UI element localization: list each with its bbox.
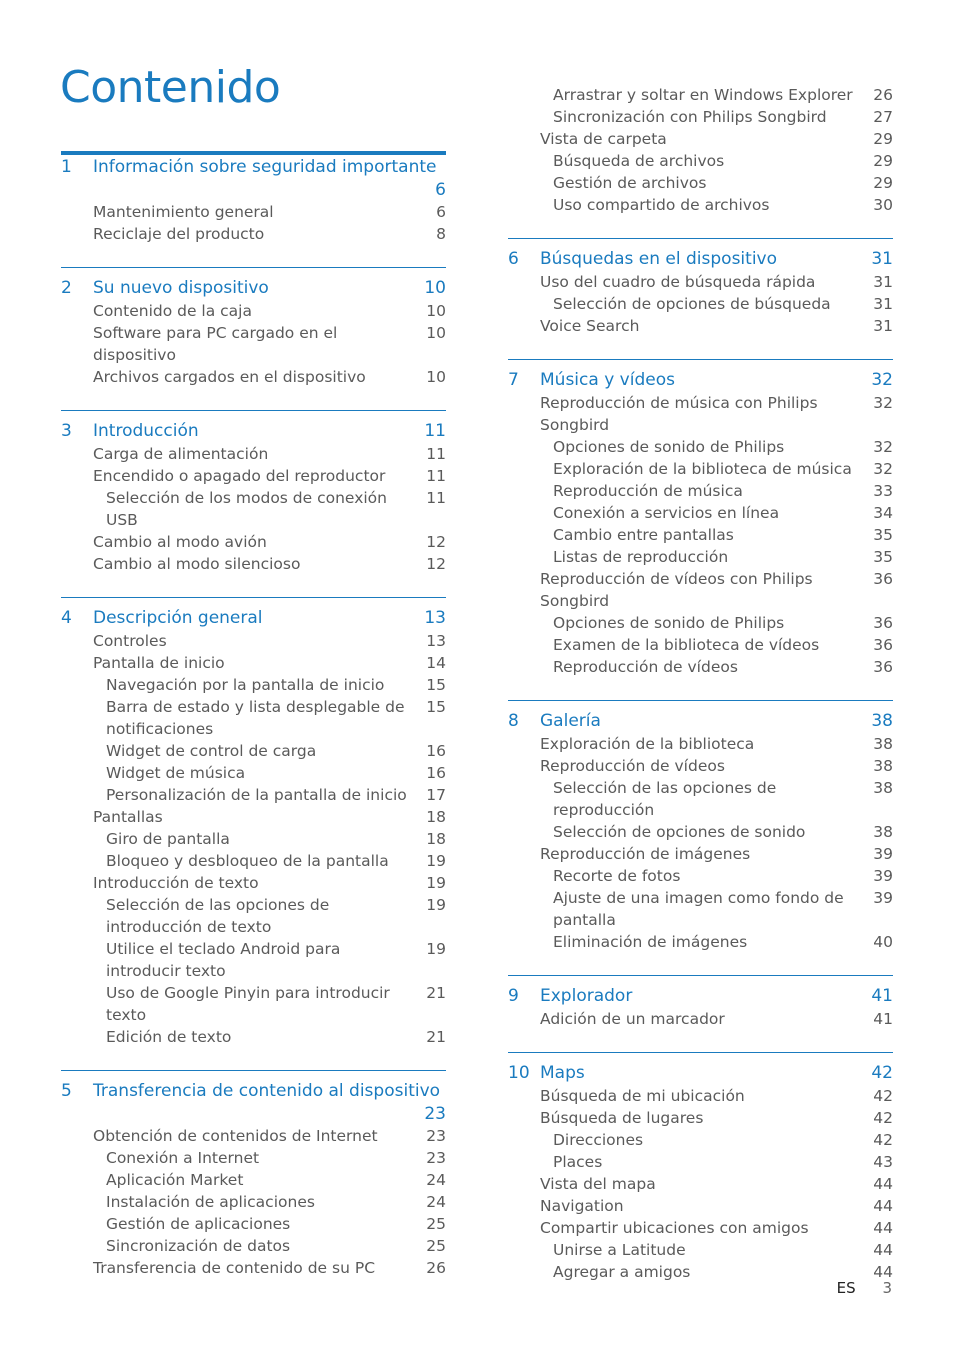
toc-entry-text: Software para PC cargado en el dispositivo	[93, 324, 338, 364]
toc-entry-page: 21	[426, 1028, 446, 1046]
toc-entry-page: 23	[426, 1149, 446, 1167]
toc-entry[interactable]	[61, 696, 446, 740]
toc-entry[interactable]	[508, 1173, 893, 1195]
toc-entry[interactable]	[508, 865, 893, 887]
toc-entry-text: Giro de pantalla	[106, 830, 230, 848]
toc-entry-text: Utilice el teclado Android para introducir texto	[106, 940, 341, 980]
section-page: 10	[424, 278, 446, 298]
toc-entry[interactable]	[508, 755, 893, 777]
toc-entry[interactable]	[61, 223, 446, 245]
toc-entry-text: Sincronización de datos	[106, 1237, 291, 1255]
section-title: Música y vídeos	[540, 370, 675, 390]
toc-entry-text: Sincronización con Philips Songbird	[553, 108, 827, 126]
toc-left-column	[61, 155, 446, 1301]
toc-entry-text: Exploración de la biblioteca	[540, 735, 755, 753]
toc-right-column	[508, 84, 893, 1305]
toc-entry[interactable]	[61, 465, 446, 487]
section-page: 23	[424, 1104, 446, 1124]
toc-section-heading[interactable]	[61, 155, 446, 179]
toc-entry-page: 10	[426, 324, 446, 342]
toc-entry[interactable]	[508, 1085, 893, 1107]
toc-section-heading[interactable]	[61, 276, 446, 300]
toc-entry[interactable]	[508, 1008, 893, 1030]
toc-entry-text: Selección de las opciones de reproducción	[553, 779, 777, 819]
toc-entry[interactable]	[508, 1217, 893, 1239]
toc-entry-page: 11	[426, 489, 446, 507]
toc-entry[interactable]	[61, 1026, 446, 1048]
toc-entry-page: 44	[873, 1241, 893, 1259]
toc-entry-page: 30	[873, 196, 893, 214]
toc-entry-page: 6	[436, 203, 446, 221]
toc-entry-text: Encendido o apagado del reproductor	[93, 467, 386, 485]
section-page: 38	[871, 711, 893, 731]
page-number: 3	[882, 1279, 892, 1297]
toc-entry[interactable]	[508, 1107, 893, 1129]
toc-entry-text: Pantallas	[93, 808, 163, 826]
toc-entry-text: Opciones de sonido de Philips	[553, 614, 785, 632]
toc-entry-text: Contenido de la caja	[93, 302, 252, 320]
toc-entry[interactable]	[61, 322, 446, 366]
toc-entry[interactable]	[508, 106, 893, 128]
section-title: Descripción general	[93, 608, 263, 628]
toc-entry-page: 16	[426, 764, 446, 782]
toc-section-heading[interactable]	[508, 709, 893, 733]
toc-entry-page: 36	[873, 636, 893, 654]
toc-entry-text: Reproducción de imágenes	[540, 845, 751, 863]
toc-entry[interactable]	[61, 938, 446, 982]
language-code: ES	[836, 1279, 856, 1297]
toc-entry-page: 16	[426, 742, 446, 760]
toc-entry-page: 39	[873, 867, 893, 885]
toc-section-6	[508, 238, 893, 359]
toc-entry-page: 44	[873, 1197, 893, 1215]
toc-entry-text: Búsqueda de lugares	[540, 1109, 704, 1127]
toc-entry[interactable]	[508, 194, 893, 216]
toc-entry-text: Edición de texto	[106, 1028, 232, 1046]
toc-entry[interactable]	[61, 366, 446, 388]
toc-entry[interactable]	[508, 887, 893, 931]
toc-entry-text: Widget de música	[106, 764, 246, 782]
toc-entry[interactable]	[508, 1129, 893, 1151]
toc-entry-text: Reproducción de música	[553, 482, 743, 500]
toc-section-heading[interactable]	[508, 1061, 893, 1085]
section-number: 1	[61, 157, 72, 177]
toc-entry-page: 12	[426, 533, 446, 551]
toc-entry-text: Instalación de aplicaciones	[106, 1193, 315, 1211]
toc-entry[interactable]	[508, 1239, 893, 1261]
toc-entry[interactable]	[508, 150, 893, 172]
section-number: 10	[508, 1063, 530, 1083]
section-title: Explorador	[540, 986, 633, 1006]
page-footer	[837, 1279, 892, 1297]
toc-entry-text: Navigation	[540, 1197, 624, 1215]
toc-entry-text: Eliminación de imágenes	[553, 933, 748, 951]
toc-entry-page: 21	[426, 984, 446, 1002]
toc-entry-text: Voice Search	[540, 317, 640, 335]
toc-section-heading[interactable]	[508, 368, 893, 392]
toc-section-7	[508, 359, 893, 700]
toc-entry-text: Uso del cuadro de búsqueda rápida	[540, 273, 816, 291]
section-page: 32	[871, 370, 893, 390]
section-title: Maps	[540, 1063, 585, 1083]
toc-entry-text: Vista de carpeta	[540, 130, 667, 148]
toc-entry[interactable]	[61, 762, 446, 784]
toc-entry[interactable]	[508, 315, 893, 337]
toc-entry-text: Carga de alimentación	[93, 445, 269, 463]
toc-section-heading[interactable]	[61, 419, 446, 443]
section-title: Su nuevo dispositivo	[93, 278, 269, 298]
toc-entry-text: Opciones de sonido de Philips	[553, 438, 785, 456]
toc-entry-text: Navegación por la pantalla de inicio	[106, 676, 385, 694]
toc-entry-page: 41	[873, 1010, 893, 1028]
toc-entry[interactable]	[61, 1213, 446, 1235]
toc-entry-text: Búsqueda de mi ubicación	[540, 1087, 745, 1105]
toc-entry[interactable]	[508, 733, 893, 755]
toc-entry-page: 26	[426, 1259, 446, 1277]
toc-entry-page: 15	[426, 676, 446, 694]
toc-entry[interactable]	[61, 894, 446, 938]
toc-entry-text: Reproducción de vídeos	[553, 658, 738, 676]
toc-entry-text: Aplicación Market	[106, 1171, 244, 1189]
toc-entry[interactable]	[61, 828, 446, 850]
section-number: 2	[61, 278, 72, 298]
toc-entry-page: 18	[426, 808, 446, 826]
toc-entry-page: 19	[426, 940, 446, 958]
toc-section-10	[508, 1052, 893, 1305]
section-number: 9	[508, 986, 519, 1006]
toc-entry-page: 29	[873, 152, 893, 170]
toc-entry[interactable]	[61, 1147, 446, 1169]
section-title: Introducción	[93, 421, 199, 441]
toc-entry-text: Transferencia de contenido de su PC	[93, 1259, 376, 1277]
toc-entry[interactable]	[61, 630, 446, 652]
toc-entry[interactable]	[508, 271, 893, 293]
section-title: Transferencia de contenido al dispositivo	[93, 1081, 441, 1101]
toc-entry-text: Barra de estado y lista desplegable de notificaciones	[106, 698, 405, 738]
toc-entry-page: 31	[873, 295, 893, 313]
toc-entry-page: 44	[873, 1175, 893, 1193]
toc-entry-text: Vista del mapa	[540, 1175, 656, 1193]
toc-entry[interactable]	[61, 1257, 446, 1279]
toc-entry-text: Agregar a amigos	[553, 1263, 691, 1281]
toc-entry-page: 36	[873, 570, 893, 588]
toc-section-5	[61, 1070, 446, 1301]
toc-entry-text: Archivos cargados en el dispositivo	[93, 368, 366, 386]
section-number: 3	[61, 421, 72, 441]
toc-entry-text: Compartir ubicaciones con amigos	[540, 1219, 809, 1237]
toc-entry-page: 38	[873, 779, 893, 797]
toc-entry-text: Cambio entre pantallas	[553, 526, 734, 544]
toc-entry-page: 17	[426, 786, 446, 804]
toc-entry-text: Cambio al modo silencioso	[93, 555, 301, 573]
toc-entry[interactable]	[508, 634, 893, 656]
toc-entry[interactable]	[61, 740, 446, 762]
section-title: Galería	[540, 711, 601, 731]
toc-entry[interactable]	[508, 612, 893, 634]
toc-entry-page: 43	[873, 1153, 893, 1171]
toc-entry-page: 32	[873, 394, 893, 412]
toc-entry-page: 13	[426, 632, 446, 650]
toc-section-8	[508, 700, 893, 975]
toc-entry-text: Cambio al modo avión	[93, 533, 267, 551]
toc-entry-text: Direcciones	[553, 1131, 644, 1149]
toc-entry-text: Obtención de contenidos de Internet	[93, 1127, 378, 1145]
toc-entry[interactable]	[61, 1191, 446, 1213]
section-number: 6	[508, 249, 519, 269]
toc-entry[interactable]	[61, 872, 446, 894]
toc-entry[interactable]	[61, 674, 446, 696]
toc-entry-page: 36	[873, 658, 893, 676]
toc-section-heading[interactable]	[508, 247, 893, 271]
toc-entry-page: 15	[426, 698, 446, 716]
toc-entry-text: Uso compartido de archivos	[553, 196, 770, 214]
toc-entry[interactable]	[61, 982, 446, 1026]
section-number: 5	[61, 1081, 72, 1101]
toc-entry-text: Selección de opciones de búsqueda	[553, 295, 831, 313]
toc-entry-page: 19	[426, 852, 446, 870]
toc-entry-page: 11	[426, 467, 446, 485]
toc-entry[interactable]	[508, 1261, 893, 1283]
toc-entry-page: 32	[873, 438, 893, 456]
toc-entry[interactable]	[61, 443, 446, 465]
toc-entry-text: Reproducción de música con Philips Songbird	[540, 394, 818, 434]
page-title: Contenido	[60, 62, 281, 113]
section-page: 11	[424, 421, 446, 441]
toc-entry-page: 42	[873, 1087, 893, 1105]
toc-entry-page: 31	[873, 317, 893, 335]
toc-entry-page: 42	[873, 1109, 893, 1127]
toc-entry-page: 24	[426, 1193, 446, 1211]
toc-entry[interactable]	[508, 843, 893, 865]
toc-entry[interactable]	[508, 1195, 893, 1217]
section-title: Búsquedas en el dispositivo	[540, 249, 778, 269]
toc-entry-text: Mantenimiento general	[93, 203, 274, 221]
section-title: Información sobre seguridad importante	[93, 157, 437, 177]
toc-entry-page: 35	[873, 526, 893, 544]
toc-entry[interactable]	[61, 553, 446, 575]
toc-entry-page: 23	[426, 1127, 446, 1145]
toc-entry-page: 29	[873, 174, 893, 192]
toc-entry-page: 25	[426, 1237, 446, 1255]
section-page: 31	[871, 249, 893, 269]
toc-entry-page: 10	[426, 302, 446, 320]
toc-entry[interactable]	[61, 300, 446, 322]
toc-entry-page: 44	[873, 1219, 893, 1237]
toc-entry-text: Selección de opciones de sonido	[553, 823, 806, 841]
toc-entry[interactable]	[61, 531, 446, 553]
toc-entry-page: 10	[426, 368, 446, 386]
toc-entry-page: 26	[873, 86, 893, 104]
toc-entry-text: Introducción de texto	[93, 874, 259, 892]
toc-entry-page: 42	[873, 1131, 893, 1149]
toc-section-4	[61, 597, 446, 1070]
toc-entry[interactable]	[61, 850, 446, 872]
toc-entry[interactable]	[508, 568, 893, 612]
toc-entry-page: 8	[436, 225, 446, 243]
section-page: 13	[424, 608, 446, 628]
toc-entry-text: Uso de Google Pinyin para introducir texto	[106, 984, 390, 1024]
toc-entry-text: Controles	[93, 632, 167, 650]
toc-entry[interactable]	[508, 458, 893, 480]
toc-entry[interactable]	[61, 487, 446, 531]
toc-entry-page: 31	[873, 273, 893, 291]
toc-entry-page: 39	[873, 889, 893, 907]
toc-entry[interactable]	[508, 172, 893, 194]
toc-entry[interactable]	[508, 777, 893, 821]
toc-entry-page: 29	[873, 130, 893, 148]
section-page: 6	[435, 180, 446, 200]
toc-entry[interactable]	[508, 931, 893, 953]
toc-entry-page: 33	[873, 482, 893, 500]
toc-entry[interactable]	[61, 201, 446, 223]
toc-entry-text: Conexión a Internet	[106, 1149, 260, 1167]
toc-entry[interactable]	[508, 436, 893, 458]
toc-entry-text: Reproducción de vídeos con Philips Songbird	[540, 570, 813, 610]
toc-entry[interactable]	[508, 821, 893, 843]
toc-entry-text: Búsqueda de archivos	[553, 152, 725, 170]
toc-entry-text: Gestión de aplicaciones	[106, 1215, 291, 1233]
toc-entry-page: 39	[873, 845, 893, 863]
toc-entry-page: 38	[873, 757, 893, 775]
toc-section-heading[interactable]	[61, 606, 446, 630]
toc-entry[interactable]	[508, 84, 893, 106]
toc-entry-text: Listas de reproducción	[553, 548, 729, 566]
toc-entry-page: 18	[426, 830, 446, 848]
toc-entry[interactable]	[61, 806, 446, 828]
toc-section-2	[61, 267, 446, 410]
toc-section-heading[interactable]	[61, 1079, 446, 1103]
toc-entry-page: 12	[426, 555, 446, 573]
toc-entry-page: 36	[873, 614, 893, 632]
toc-entry-text: Examen de la biblioteca de vídeos	[553, 636, 820, 654]
toc-entry-text: Unirse a Latitude	[553, 1241, 686, 1259]
toc-entry[interactable]	[61, 784, 446, 806]
toc-entry-text: Widget de control de carga	[106, 742, 317, 760]
toc-entry[interactable]	[508, 546, 893, 568]
section-number: 7	[508, 370, 519, 390]
section-number: 8	[508, 711, 519, 731]
toc-entry-text: Bloqueo y desbloqueo de la pantalla	[106, 852, 389, 870]
toc-entry-page: 40	[873, 933, 893, 951]
toc-entry-text: Places	[553, 1153, 603, 1171]
toc-entry-page: 32	[873, 460, 893, 478]
toc-entry[interactable]	[508, 293, 893, 315]
section-number: 4	[61, 608, 72, 628]
toc-section-1	[61, 155, 446, 267]
toc-entry-page: 19	[426, 896, 446, 914]
toc-entry[interactable]	[508, 128, 893, 150]
toc-entry-page: 14	[426, 654, 446, 672]
toc-entry-page: 44	[873, 1263, 893, 1281]
toc-entry[interactable]	[508, 524, 893, 546]
toc-entry[interactable]	[61, 1235, 446, 1257]
toc-entry-page: 27	[873, 108, 893, 126]
toc-entry-text: Recorte de fotos	[553, 867, 681, 885]
toc-entry-text: Gestión de archivos	[553, 174, 707, 192]
toc-entry[interactable]	[61, 1125, 446, 1147]
toc-entry-page: 25	[426, 1215, 446, 1233]
toc-entry-text: Reciclaje del producto	[93, 225, 265, 243]
toc-entry[interactable]	[508, 480, 893, 502]
toc-continuation	[508, 84, 893, 238]
section-page: 41	[871, 986, 893, 1006]
toc-entry-page: 11	[426, 445, 446, 463]
toc-entry-text: Conexión a servicios en línea	[553, 504, 780, 522]
toc-entry[interactable]	[508, 656, 893, 678]
toc-entry-text: Exploración de la biblioteca de música	[553, 460, 852, 478]
toc-entry[interactable]	[61, 1169, 446, 1191]
toc-entry[interactable]	[508, 1151, 893, 1173]
toc-entry-text: Adición de un marcador	[540, 1010, 725, 1028]
section-page: 42	[871, 1063, 893, 1083]
toc-entry-text: Arrastrar y soltar en Windows Explorer	[553, 86, 853, 104]
toc-entry-page: 34	[873, 504, 893, 522]
toc-section-9	[508, 975, 893, 1052]
toc-entry-page: 35	[873, 548, 893, 566]
toc-entry-text: Reproducción de vídeos	[540, 757, 725, 775]
toc-entry-text: Personalización de la pantalla de inicio	[106, 786, 407, 804]
toc-entry[interactable]	[508, 502, 893, 524]
toc-entry-page: 38	[873, 823, 893, 841]
toc-entry-text: Pantalla de inicio	[93, 654, 225, 672]
toc-entry[interactable]	[508, 392, 893, 436]
toc-entry-page: 24	[426, 1171, 446, 1189]
toc-entry-text: Selección de las opciones de introducción de texto	[106, 896, 330, 936]
toc-entry-text: Selección de los modos de conexión USB	[106, 489, 387, 529]
toc-entry[interactable]	[61, 652, 446, 674]
toc-section-3	[61, 410, 446, 597]
toc-section-heading[interactable]	[508, 984, 893, 1008]
toc-entry-page: 19	[426, 874, 446, 892]
toc-entry-page: 38	[873, 735, 893, 753]
toc-entry-text: Ajuste de una imagen como fondo de pantalla	[553, 889, 844, 929]
